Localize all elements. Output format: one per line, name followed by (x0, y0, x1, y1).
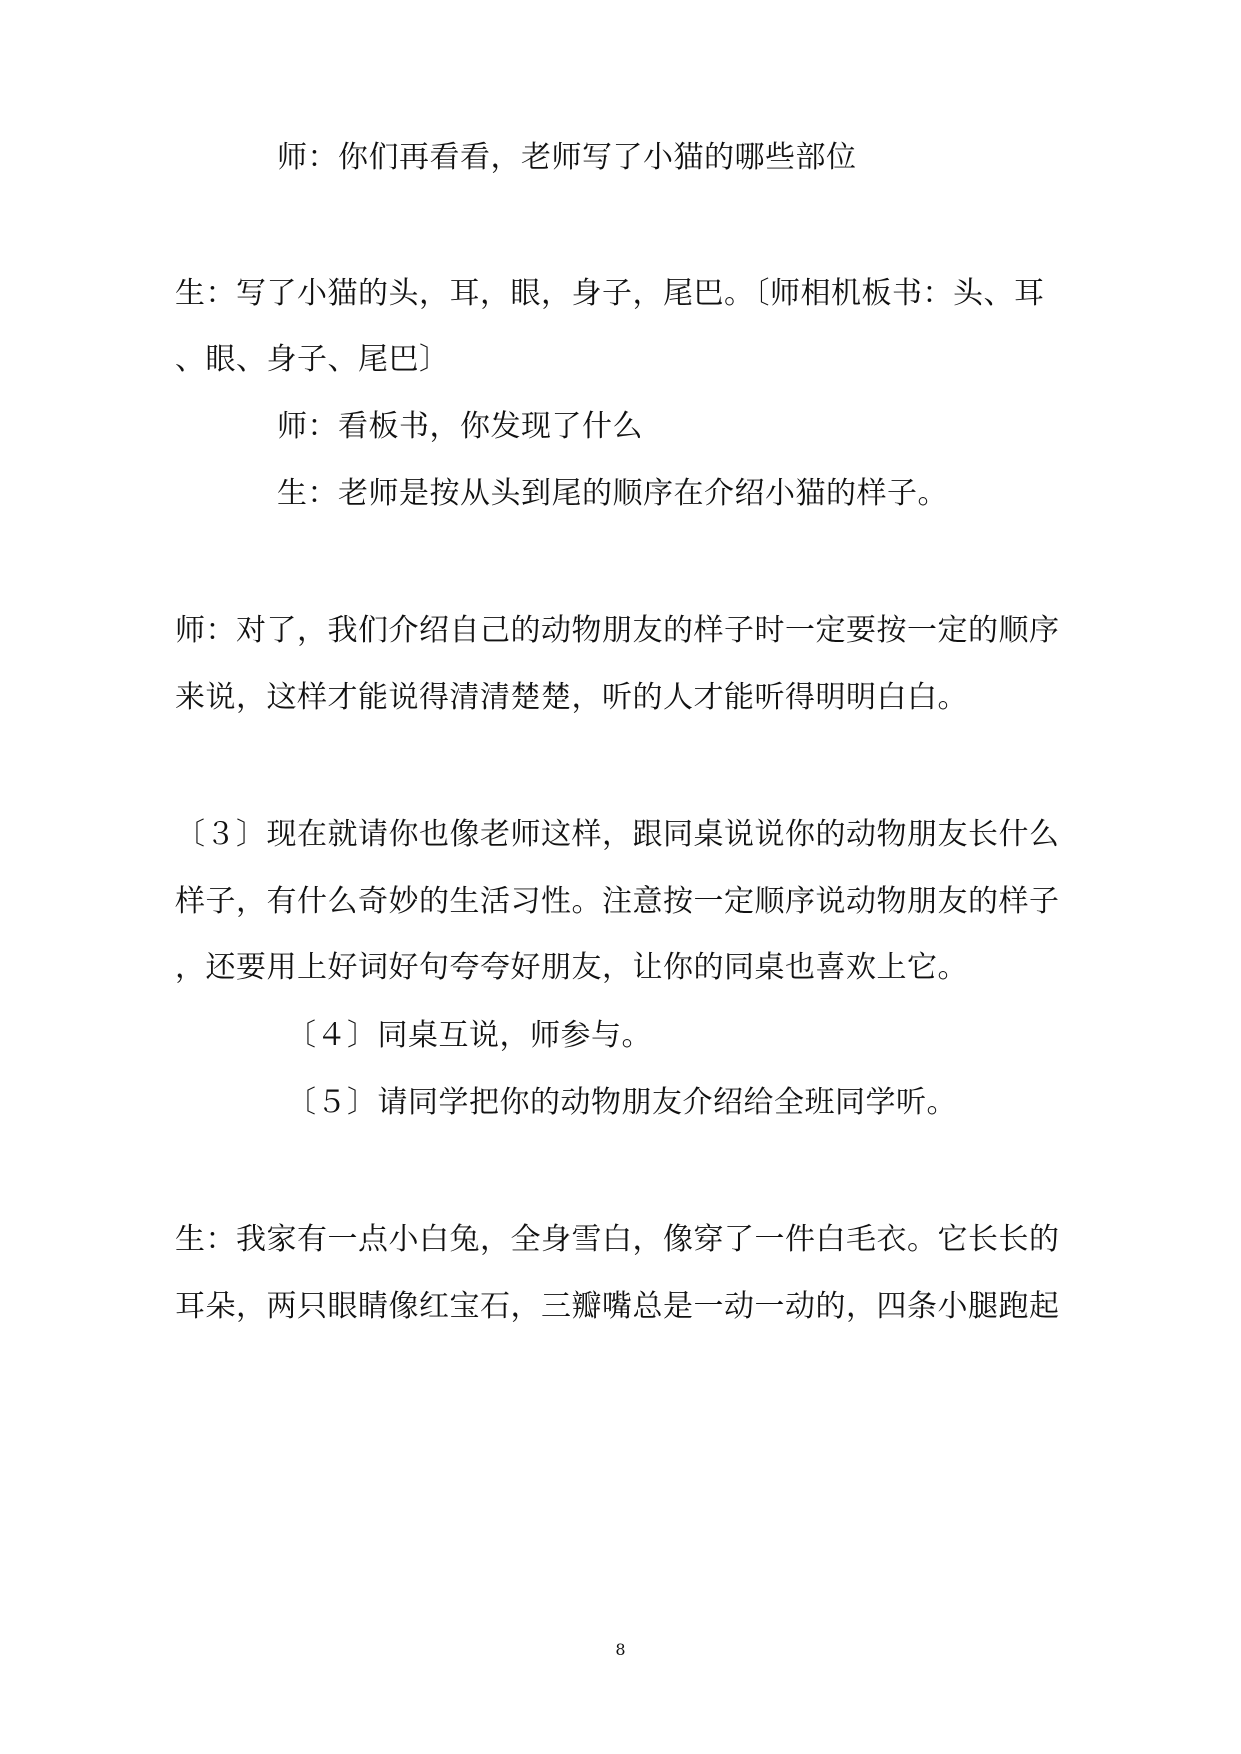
text-line: 生：我家有一点小白兔，全身雪白，像穿了一件白毛衣。它长长的 (175, 1222, 1060, 1257)
text-line: 师：看板书，你发现了什么 (277, 409, 643, 444)
text-line: 〔４〕同桌互说，师参与。 (286, 1018, 652, 1053)
page-number: 8 (615, 1640, 626, 1659)
text-line: 生：写了小猫的头，耳，眼，身子，尾巴。〔师相机板书：头、耳 (175, 276, 1045, 311)
text-line: 师：你们再看看，老师写了小猫的哪些部位 (277, 140, 857, 175)
text-line: ，还要用上好词好句夸夸好朋友，让你的同桌也喜欢上它。 (175, 950, 968, 985)
text-line: 、眼、身子、尾巴〕 (175, 342, 450, 377)
text-line: 师：对了，我们介绍自己的动物朋友的样子时一定要按一定的顺序 (175, 613, 1060, 648)
text-line: 〔３〕现在就请你也像老师这样，跟同桌说说你的动物朋友长什么 (175, 817, 1060, 852)
text-line: 来说，这样才能说得清清楚楚，听的人才能听得明明白白。 (175, 680, 968, 715)
text-line: 耳朵，两只眼睛像红宝石，三瓣嘴总是一动一动的，四条小腿跑起 (175, 1289, 1060, 1324)
text-line: 〔５〕请同学把你的动物朋友介绍给全班同学听。 (286, 1085, 957, 1120)
text-line: 生：老师是按从头到尾的顺序在介绍小猫的样子。 (277, 476, 948, 511)
text-line: 样子，有什么奇妙的生活习性。注意按一定顺序说动物朋友的样子 (175, 884, 1060, 919)
